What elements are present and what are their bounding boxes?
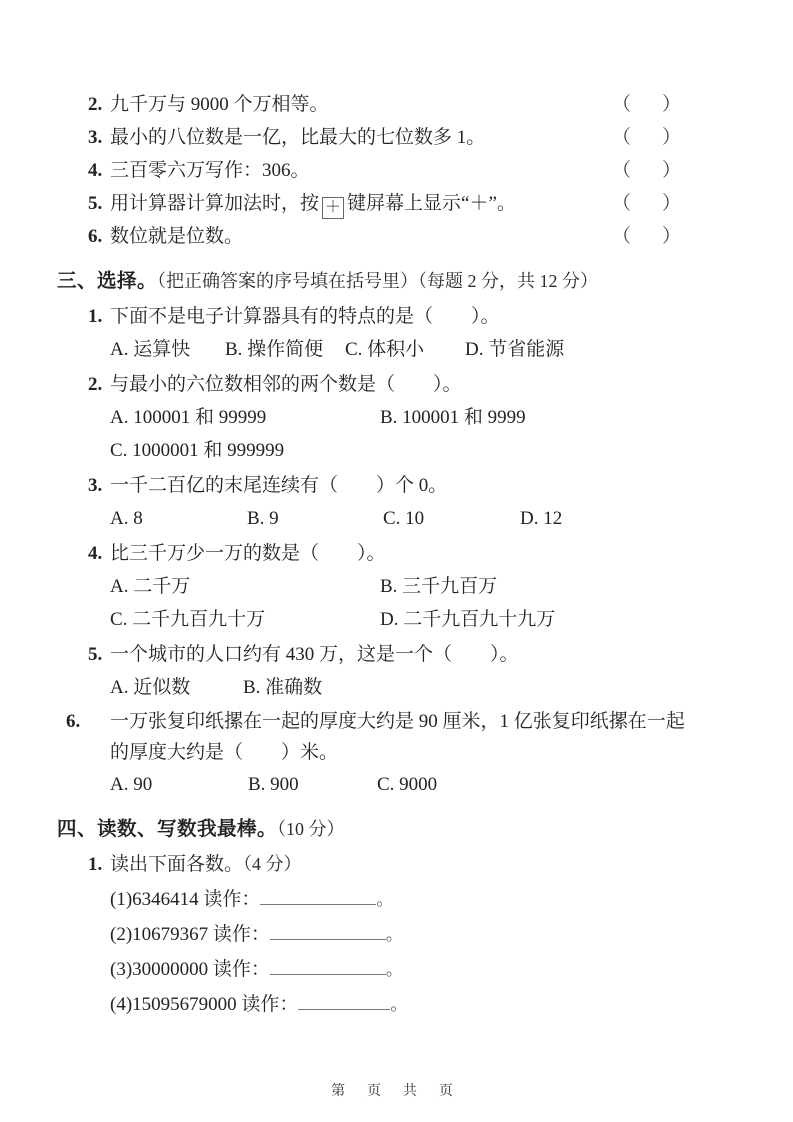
section-subtitle: （10 分） bbox=[277, 819, 345, 839]
option: A. 运算快 bbox=[110, 339, 191, 360]
answer-blank bbox=[298, 989, 390, 1010]
read-item-2 bbox=[0, 918, 793, 951]
section-title: 四、读数、写数我最棒。 bbox=[57, 818, 278, 840]
option: B. 9 bbox=[247, 508, 279, 529]
option: B. 三千九百万 bbox=[380, 576, 498, 597]
option: C. 1000001 和 999999 bbox=[110, 440, 285, 461]
option: B. 准确数 bbox=[243, 677, 323, 698]
item-number: 5. bbox=[88, 193, 103, 214]
question-number: 2. bbox=[88, 374, 103, 395]
question-number: 6. bbox=[66, 711, 81, 732]
plus-key-icon: ＋ bbox=[322, 197, 344, 219]
question-6-options bbox=[0, 768, 793, 801]
read-item-label: (3)30000000 读作： bbox=[110, 959, 270, 980]
item-number: 3. bbox=[88, 127, 103, 148]
question-text: 下面不是电子计算器具有的特点的是（ ）。 bbox=[110, 306, 500, 327]
question-text: 一个城市的人口约有 430 万，这是一个（ ）。 bbox=[110, 644, 519, 665]
answer-brackets: （ ） bbox=[612, 160, 688, 181]
answer-blank bbox=[270, 919, 386, 940]
question-text: 读出下面各数。 bbox=[110, 854, 244, 875]
question-2-options-row-2 bbox=[0, 434, 793, 467]
option: A. 90 bbox=[110, 774, 153, 795]
item-text: 九千万与 9000 个万相等。 bbox=[110, 94, 329, 115]
question-text: 一万张复印纸摞在一起的厚度大约是 90 厘米，1 亿张复印纸摞在一起的厚度大约是（ ）米。 bbox=[110, 711, 685, 763]
option: D. 节省能源 bbox=[465, 339, 565, 360]
question-5-options bbox=[0, 671, 793, 704]
answer-blank bbox=[260, 884, 376, 905]
option: B. 900 bbox=[248, 774, 299, 795]
question-text: 一千二百亿的末尾连续有（ ）个 0。 bbox=[110, 475, 448, 496]
page-footer: 第 页 共 页 bbox=[331, 1082, 462, 1098]
question-number: 4. bbox=[88, 543, 103, 564]
item-number: 6. bbox=[88, 226, 103, 247]
period: 。 bbox=[385, 925, 403, 944]
question-number: 1. bbox=[88, 854, 103, 875]
option: A. 8 bbox=[110, 508, 143, 529]
read-item-label: (4)15095679000 读作： bbox=[110, 994, 299, 1015]
item-text: 用计算器计算加法时，按 bbox=[110, 193, 320, 214]
question-2 bbox=[0, 368, 793, 401]
option: C. 体积小 bbox=[345, 339, 425, 360]
test-paper-page bbox=[0, 88, 793, 1021]
question-5 bbox=[0, 638, 793, 671]
answer-brackets: （ ） bbox=[612, 193, 688, 214]
question-4-options-row-1 bbox=[0, 570, 793, 603]
item-text: 键屏幕上显示“＋”。 bbox=[347, 193, 516, 214]
option: A. 近似数 bbox=[110, 677, 191, 698]
question-text: 与最小的六位数相邻的两个数是（ ）。 bbox=[110, 374, 462, 395]
question-3-options bbox=[0, 502, 793, 535]
read-item-1 bbox=[0, 883, 793, 916]
judge-item bbox=[0, 187, 793, 220]
judge-item bbox=[0, 220, 793, 253]
question-1-options bbox=[0, 333, 793, 366]
question-number: 3. bbox=[88, 475, 103, 496]
answer-blank bbox=[270, 954, 386, 975]
item-number: 4. bbox=[88, 160, 103, 181]
question-1 bbox=[0, 300, 793, 333]
period: 。 bbox=[385, 960, 403, 979]
section-3-heading bbox=[0, 265, 793, 298]
answer-brackets: （ ） bbox=[612, 127, 688, 148]
judge-item bbox=[0, 88, 793, 121]
section-title: 三、选择。 bbox=[57, 270, 158, 292]
option: C. 9000 bbox=[377, 774, 438, 795]
question-3 bbox=[0, 469, 793, 502]
judge-item bbox=[0, 154, 793, 187]
question-2-options-row-1 bbox=[0, 401, 793, 434]
period: 。 bbox=[376, 890, 394, 909]
read-item-4 bbox=[0, 988, 793, 1021]
answer-brackets: （ ） bbox=[612, 94, 688, 115]
option: D. 二千九百九十九万 bbox=[380, 609, 556, 630]
score-note: （4 分） bbox=[243, 854, 302, 874]
answer-brackets: （ ） bbox=[612, 226, 688, 247]
option: C. 二千九百九十万 bbox=[110, 609, 266, 630]
item-text: 三百零六万写作：306。 bbox=[110, 160, 310, 181]
section-4-sub-question bbox=[0, 848, 793, 881]
option: A. 二千万 bbox=[110, 576, 191, 597]
option: D. 12 bbox=[520, 508, 563, 529]
period: 。 bbox=[390, 995, 408, 1014]
judge-item bbox=[0, 121, 793, 154]
question-number: 1. bbox=[88, 306, 103, 327]
question-number: 5. bbox=[88, 644, 103, 665]
question-4 bbox=[0, 537, 793, 570]
section-subtitle: （把正确答案的序号填在括号里）（每题 2 分，共 12 分） bbox=[157, 271, 599, 291]
read-item-label: (2)10679367 读作： bbox=[110, 924, 270, 945]
section-4-heading bbox=[0, 813, 793, 846]
option: B. 100001 和 9999 bbox=[380, 407, 526, 428]
read-item-3 bbox=[0, 953, 793, 986]
question-6 bbox=[0, 706, 702, 768]
item-text: 数位就是位数。 bbox=[110, 226, 244, 247]
option: C. 10 bbox=[383, 508, 425, 529]
item-text: 最小的八位数是一亿，比最大的七位数多 1。 bbox=[110, 127, 486, 148]
read-item-label: (1)6346414 读作： bbox=[110, 889, 261, 910]
option: A. 100001 和 99999 bbox=[110, 407, 267, 428]
option: B. 操作简便 bbox=[225, 339, 324, 360]
question-text: 比三千万少一万的数是（ ）。 bbox=[110, 543, 386, 564]
item-number: 2. bbox=[88, 94, 103, 115]
question-4-options-row-2 bbox=[0, 603, 793, 636]
